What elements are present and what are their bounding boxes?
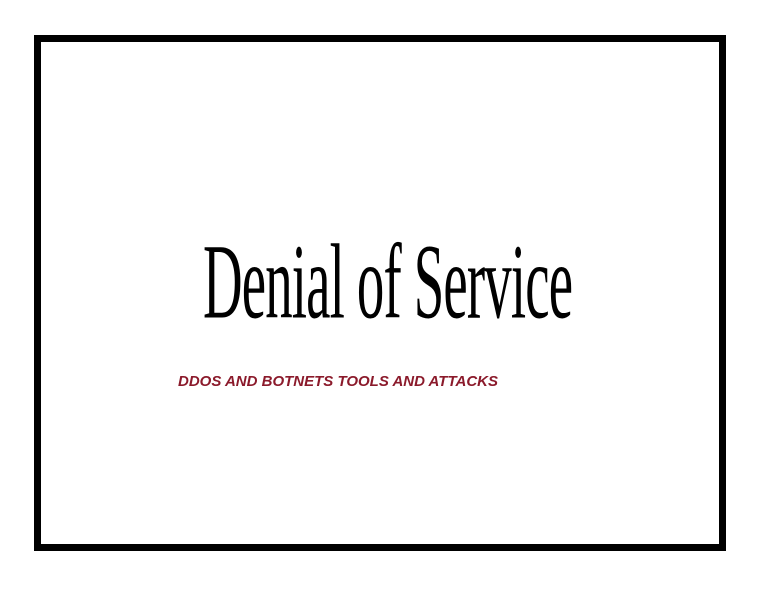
slide-title: Denial of Service <box>203 223 573 342</box>
slide-subtitle: DDOS AND BOTNETS TOOLS AND ATTACKS <box>178 373 498 390</box>
